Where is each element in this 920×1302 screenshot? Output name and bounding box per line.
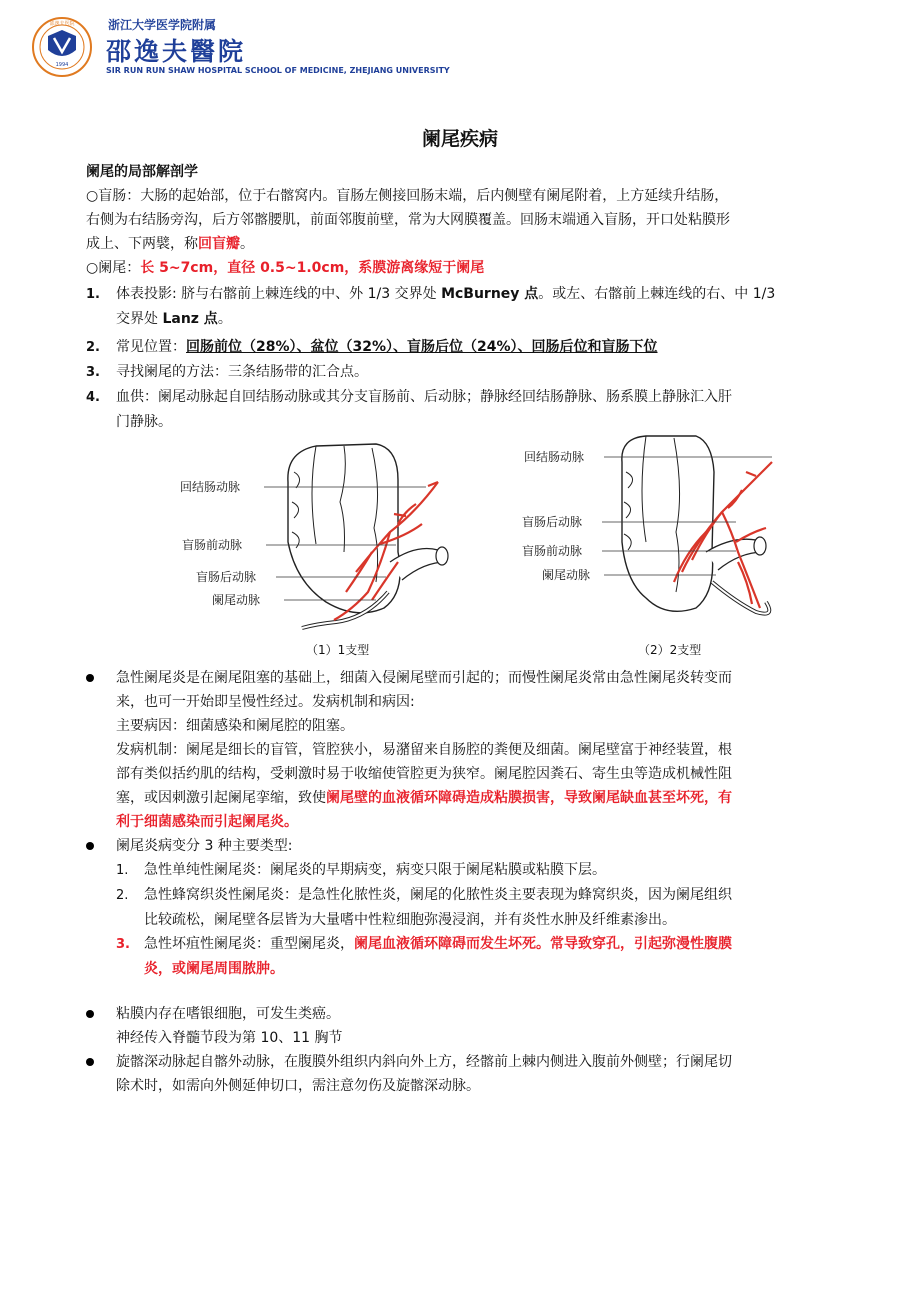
page-title: 阑尾疾病	[421, 128, 498, 150]
figure-label: 阑尾动脉	[542, 568, 591, 582]
hospital-seal-logo	[24, 16, 100, 78]
bullet-icon	[86, 842, 94, 850]
bullet-icon	[86, 674, 94, 682]
cecum-text-line: ○盲肠：大肠的起始部，位于右髂窝内。盲肠左侧接回肠末端，后内侧壁有阑尾附着，上方延续升结肠，	[86, 188, 729, 204]
figure-right-type2	[522, 436, 772, 657]
list-item: 1. 急性单纯性阑尾炎：阑尾炎的早期病变，病变只限于阑尾粘膜或粘膜下层。	[116, 862, 606, 878]
deep-circumflex-iliac-paragraph: 旋髂深动脉起自髂外动脉，在腹膜外组织内斜向外上方，经髂前上棘内侧进入腹前外侧壁；行阑尾切 除术时，如需向外侧延伸切口，需注意勿伤及旋髂深动脉。	[116, 1054, 732, 1094]
pathogenesis-highlight: 阑尾壁的血液循环障碍造成粘膜损害，导致阑尾缺血甚至坏死，有	[326, 790, 732, 806]
ileocecal-valve-term: 回盲瓣	[198, 236, 240, 252]
seal-year: 1994	[55, 62, 69, 68]
list-item: 2. 急性蜂窝织炎性阑尾炎：是急性化脓性炎，阑尾的化脓性炎主要表现为蜂窝织炎，因为阑尾组织	[116, 887, 732, 903]
figure-label: 盲肠后动脉	[196, 570, 257, 584]
figure-caption: （1）1支型	[306, 643, 370, 657]
bullet-icon	[86, 1058, 94, 1066]
cecum-text-line: 成上、下两襞，称回盲瓣。	[86, 236, 254, 252]
list-item: 2. 常见位置：回肠前位（28%）、盆位（32%）、盲肠后位（24%）、回肠后位和盲肠下位	[86, 339, 658, 355]
cecum-text-line: 右侧为右结肠旁沟，后方邻髂腰肌，前面邻腹前壁，常为大网膜覆盖。回肠末端通入盲肠，开口处粘膜形	[86, 212, 730, 228]
header-english-name: SIR RUN RUN SHAW HOSPITAL SCHOOL OF MEDICINE, ZHEJIANG UNIVERSITY	[106, 66, 450, 75]
lanz-point: Lanz 点	[162, 311, 218, 327]
bullet-icon	[86, 1010, 94, 1018]
figure-label: 回结肠动脉	[524, 450, 585, 464]
list-item: 3. 寻找阑尾的方法：三条结肠带的汇合点。	[86, 364, 368, 380]
header-affiliation: 浙江大学医学院附属	[108, 18, 217, 32]
figure-label: 盲肠前动脉	[522, 544, 583, 558]
figure-label: 阑尾动脉	[212, 593, 261, 607]
appendix-text-line: ○阑尾：长 5~7cm，直径 0.5~1.0cm，系膜游离缘短于阑尾	[86, 260, 485, 276]
figure-label: 盲肠后动脉	[522, 515, 583, 529]
figure-label: 回结肠动脉	[180, 480, 241, 494]
figure-left-type1	[180, 444, 448, 657]
figure-caption: （2）2支型	[638, 643, 702, 657]
gangrene-highlight: 阑尾血液循环障碍而发生坏死。常导致穿孔，引起弥漫性腹膜	[354, 936, 732, 952]
figure-label: 盲肠前动脉	[182, 538, 243, 552]
section-heading: 阑尾的局部解剖学	[86, 164, 198, 180]
list-item-continuation: 门静脉。	[116, 414, 172, 430]
header-hospital-name: 邵逸夫醫院	[106, 37, 247, 66]
appendiceal-artery-figure	[176, 432, 776, 660]
argentaffin-paragraph: 粘膜内存在嗜银细胞，可发生类癌。 神经传入脊髓节段为第 10、11 胸节	[116, 1006, 343, 1046]
list-item-continuation: 交界处 Lanz 点。	[116, 311, 232, 327]
list-item: 1. 体表投影: 脐与右髂前上棘连线的中、外 1/3 交界处 McBurney 点。或左、右髂前上棘连线的右、中 1/3	[86, 286, 776, 302]
list-item-continuation: 炎，或阑尾周围脓肿。	[144, 961, 284, 977]
appendix-size-highlight: 长 5~7cm，直径 0.5~1.0cm，系膜游离缘短于阑尾	[140, 260, 485, 276]
acute-appendicitis-paragraph: 急性阑尾炎是在阑尾阻塞的基础上，细菌入侵阑尾壁而引起的；而慢性阑尾炎常由急性阑尾炎转变而 来，也可一开始即呈慢性经过。发病机制和病因: 主要病因：细菌感染和阑尾腔的阻塞。 发病机制：阑尾是细长的盲管，管腔狭小，易潴留来自肠腔的粪便及细菌。阑尾壁富于神经装置，根 部有类似括约肌的结构，受刺激时易于收缩使管腔更为狭窄。阑尾腔因粪石、寄生虫等造成机械性阻 塞，或因刺激引起阑尾挛缩，致使阑尾壁的血液循环障碍造成粘膜损害，导致阑尾缺血甚至坏死，有 利于细菌感染而引起阑尾炎。	[116, 670, 732, 830]
list-item: 3. 急性坏疽性阑尾炎：重型阑尾炎，阑尾血液循环障碍而发生坏死。常导致穿孔，引起弥漫性腹膜	[116, 936, 732, 952]
list-item: 4. 血供：阑尾动脉起自回结肠动脉或其分支盲肠前、后动脉；静脉经回结肠静脉、肠系膜上静脉汇入肝	[86, 389, 732, 405]
seal-text: 邵逸夫医院	[49, 21, 75, 27]
list-item-continuation: 比较疏松，阑尾壁各层皆为大量嗜中性粒细胞弥漫浸润，并有炎性水肿及纤维素渗出。	[144, 912, 676, 928]
mcburney-point: McBurney 点	[441, 286, 539, 302]
hospital-header	[24, 14, 450, 80]
anatomy-section	[86, 160, 842, 434]
appendicitis-types: 阑尾炎病变分 3 种主要类型: 1. 急性单纯性阑尾炎：阑尾炎的早期病变，病变只限于阑尾粘膜或粘膜下层。 2. 急性蜂窝织炎性阑尾炎：是急性化脓性炎，阑尾的化脓性炎主要表现为蜂窝织炎，因为阑尾组织 比较疏松，阑尾壁各层皆为大量嗜中性粒细胞弥漫浸润，并有炎性水肿及纤维素渗出。 3. 急性坏疽性阑尾炎：重型阑尾炎，阑尾血液循环障碍而发生坏死。常导致穿孔，引起弥漫性腹膜 炎，或阑尾周围脓肿。	[116, 834, 842, 981]
positions-highlight: 回肠前位（28%）、盆位（32%）、盲肠后位（24%）、回肠后位和盲肠下位	[186, 339, 658, 355]
